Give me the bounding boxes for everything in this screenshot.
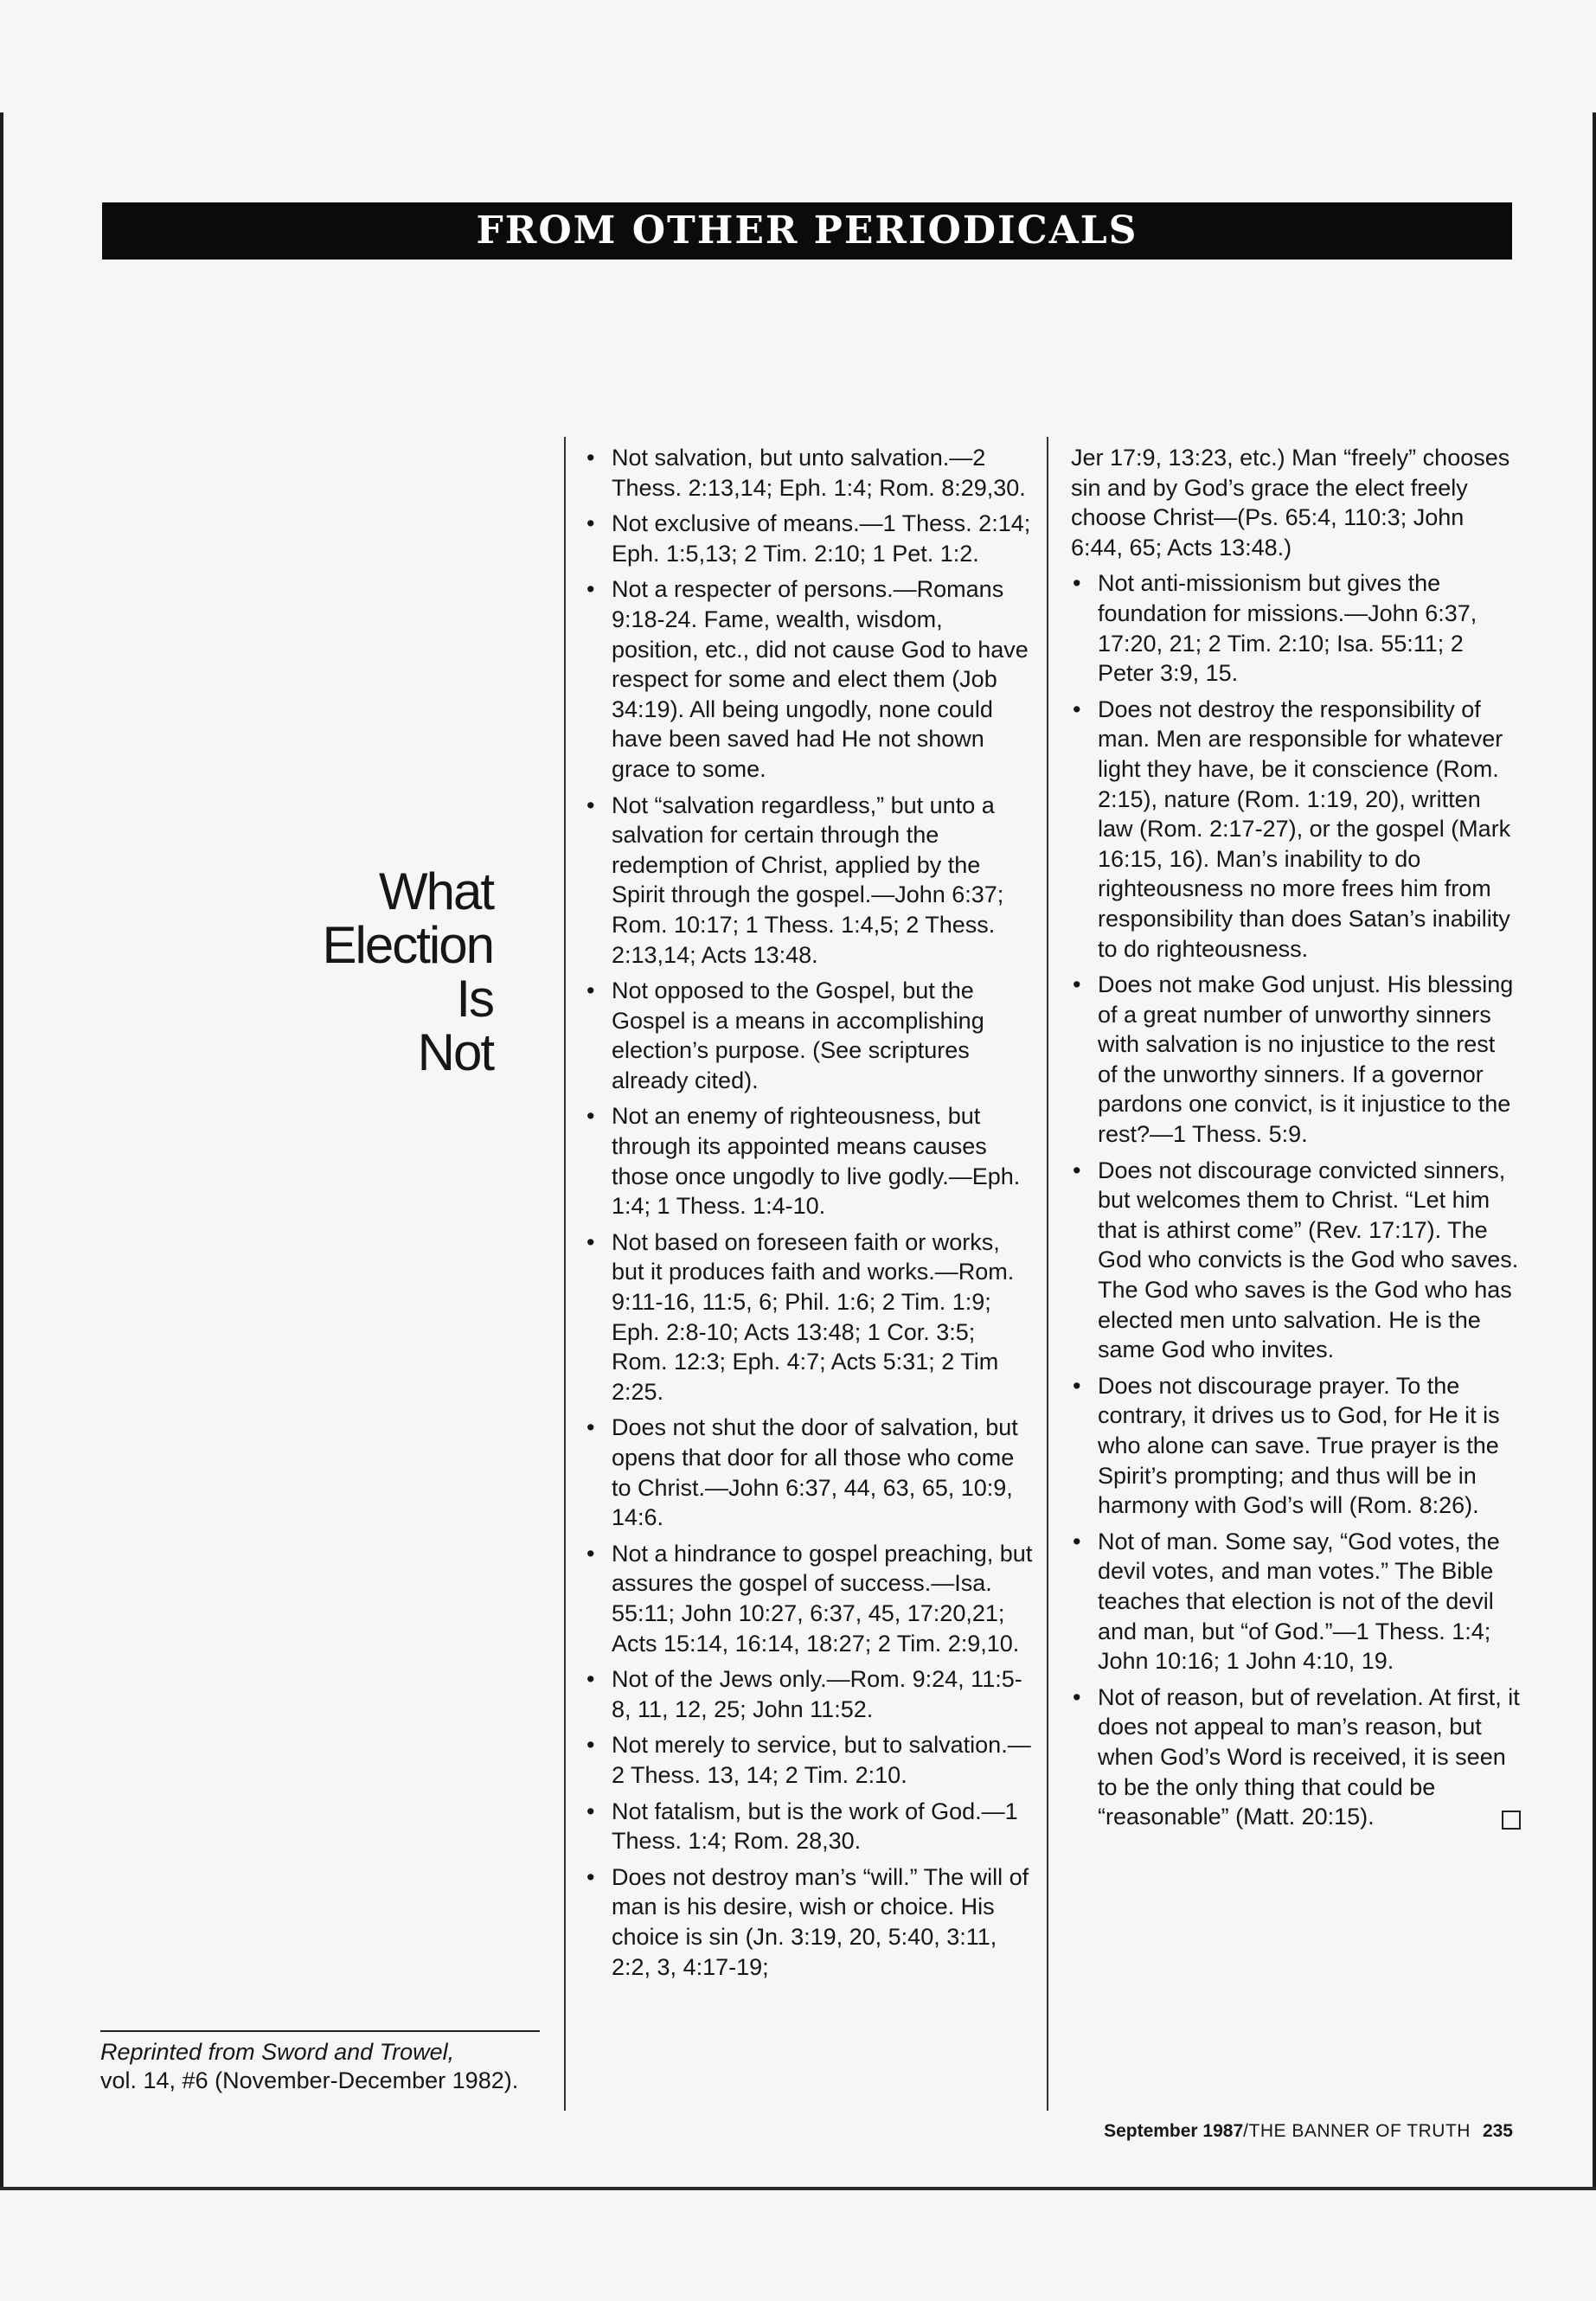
list-item: • Not fatalism, but is the work of God.—1 Thess. 1:4; Rom. 28,30. [585, 1797, 1035, 1856]
end-mark-icon [1502, 1811, 1521, 1830]
list-item: • Not of man. Some say, “God votes, the devil votes, and man votes.” The Bible teaches that election is not of the devil and man, but “of God.”—1 Thess. 1:4; John 10:16; 1 John 4:10, 19. [1071, 1527, 1521, 1676]
footer-date: September 1987 [1104, 2121, 1244, 2141]
column-divider [1047, 437, 1048, 2111]
list-item: • Not salvation, but unto salvation.—2 Thess. 2:13,14; Eph. 1:4; Rom. 8:29,30. [585, 443, 1035, 503]
list-item-continued: Jer 17:9, 13:23, etc.) Man “freely” chooses sin and by God’s grace the elect freely choose Christ—(Ps. 65:4, 110:3; John 6:44, 65; Acts 13:48.) [1071, 445, 1510, 561]
page-footer [1104, 2121, 1513, 2142]
credit-line: Reprinted from Sword and Trowel, [100, 2039, 455, 2065]
text-column-2 [1071, 443, 1521, 1838]
reprint-credit [100, 2038, 567, 2095]
list-item: • Not exclusive of means.—1 Thess. 2:14; Eph. 1:5,13; 2 Tim. 2:10; 1 Pet. 1:2. [585, 509, 1035, 568]
list-item: • Not “salvation regardless,” but unto a salvation for certain through the redemption of Christ, applied by the Spirit through the gospel.—John 6:37; Rom. 10:17; 1 Thess. 1:4,5; 2 Thess. 2:13,14; Acts 13:48. [585, 791, 1035, 971]
list-item: • Not of the Jews only.—Rom. 9:24, 11:5-8, 11, 12, 25; John 11:52. [585, 1664, 1035, 1724]
list-item: • Does not destroy man’s “will.” The will of man is his desire, wish or choice. His choice is sin (Jn. 3:19, 20, 5:40, 3:11, 2:2, 3, 4:17-19; [585, 1862, 1035, 1982]
list-item: • Not based on foreseen faith or works, but it produces faith and works.—Rom. 9:11-16, 11:5, 6; Phil. 1:6; 2 Tim. 1:9; Eph. 2:8-10; Acts 13:48; 1 Cor. 3:5; Rom. 12:3; Eph. 4:7; Acts 5:31; 2 Tim 2:25. [585, 1227, 1035, 1407]
page-number: 235 [1482, 2121, 1513, 2141]
section-banner: FROM OTHER PERIODICALS [102, 202, 1512, 260]
list-item: • Does not discourage convicted sinners, but welcomes them to Christ. “Let him that is athirst come” (Rev. 17:17). The God who convicts is the God who saves. The God who saves is the God who has elected men unto salvation. He is the same God who invites. [1071, 1156, 1521, 1365]
scan-edge-bottom [0, 2187, 1596, 2190]
list-item: • Does not discourage prayer. To the contrary, it drives us to God, for He it is who alone can save. True prayer is the Spirit’s prompting; and thus will be in harmony with God’s will (Rom. 8:26). [1071, 1371, 1521, 1521]
list-item: • Does not shut the door of salvation, but opens that door for all those who come to Christ.—John 6:37, 44, 63, 65, 10:9, 14:6. [585, 1413, 1035, 1532]
list-item: • Not a hindrance to gospel preaching, but assures the gospel of success.—Isa. 55:11; John 10:27, 6:37, 45, 17:20,21; Acts 15:14, 16:14, 18:27; 2 Tim. 2:9,10. [585, 1539, 1035, 1658]
title-line: Is [456, 970, 493, 1028]
column-divider [564, 437, 566, 2111]
list-item: • Does not make God unjust. His blessing of a great number of unworthy sinners with salvation is no injustice to the rest of the unworthy sinners. If a governor pardons one convict, is it injustice to the rest?—1 Thess. 5:9. [1071, 970, 1521, 1150]
list-item: • Not an enemy of righteousness, but through its appointed means causes those once ungodly to live godly.—Eph. 1:4; 1 Thess. 1:4-10. [585, 1101, 1035, 1221]
list-item: • Not of reason, but of revelation. At first, it does not appeal to man’s reason, but when God’s Word is received, it is seen to be the only thing that could be “reasonable” (Matt. 20:15). [1071, 1682, 1521, 1832]
title-line: Not [417, 1023, 493, 1081]
credit-divider [100, 2030, 540, 2032]
text-column-1 [585, 443, 1035, 1988]
title-line: What [378, 862, 493, 920]
article-title [260, 862, 493, 1081]
list-item: • Not opposed to the Gospel, but the Gospel is a means in accomplishing election’s purpose. (See scriptures already cited). [585, 976, 1035, 1095]
list-item: • Not anti-missionism but gives the foundation for missions.—John 6:37, 17:20, 21; 2 Tim. 2:10; Isa. 55:11; 2 Peter 3:9, 15. [1071, 568, 1521, 688]
footer-publication: /THE BANNER OF TRUTH [1243, 2121, 1471, 2141]
scan-edge-left [0, 112, 3, 2189]
list-item: • Not merely to service, but to salvation.—2 Thess. 13, 14; 2 Tim. 2:10. [585, 1730, 1035, 1790]
list-item: • Not a respecter of persons.—Romans 9:18-24. Fame, wealth, wisdom, position, etc., did not cause God to have respect for some and elect them (Job 34:19). All being ungodly, none could have been saved had He not shown grace to some. [585, 574, 1035, 784]
title-line: Election [322, 916, 493, 974]
credit-line: vol. 14, #6 (November-December 1982). [100, 2067, 519, 2093]
scan-edge-right [1593, 112, 1596, 2189]
list-item: • Does not destroy the responsibility of man. Men are responsible for whatever light they have, be it conscience (Rom. 2:15), nature (Rom. 1:19, 20), written law (Rom. 2:17-27), or the gospel (Mark 16:15, 16). Man’s inability to do righteousness no more frees him from responsibility than does Satan’s inability to do righteousness. [1071, 695, 1521, 964]
